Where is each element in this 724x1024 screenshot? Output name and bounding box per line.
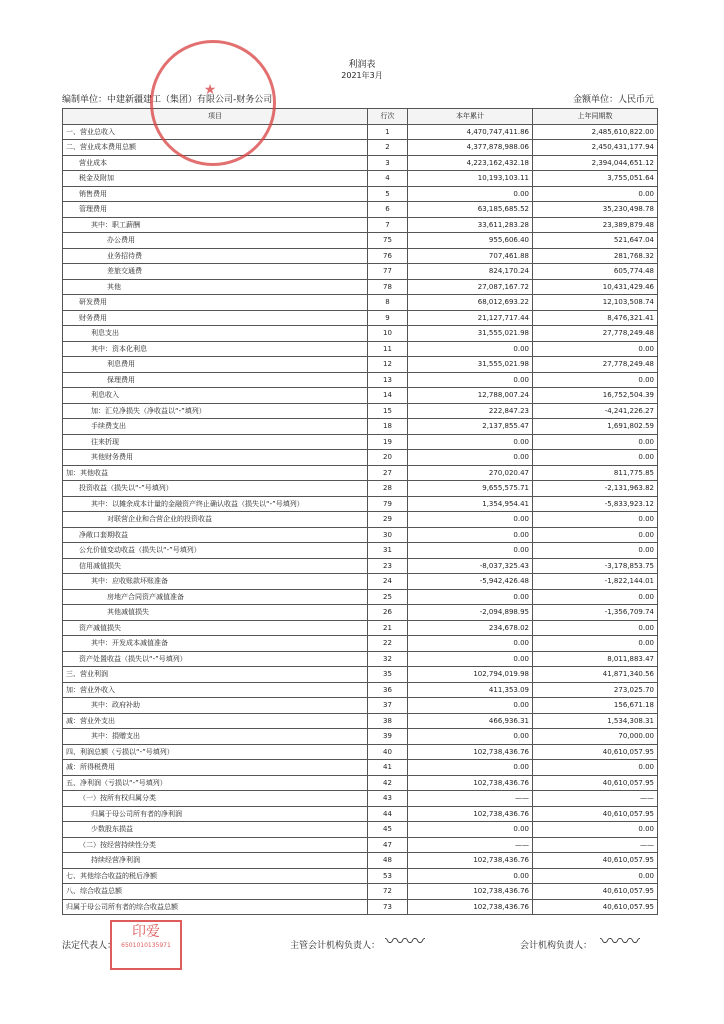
row-current-cell: 824,170.24 [408, 264, 533, 280]
row-prior-cell: 521,647.04 [533, 233, 658, 249]
row-item-cell: 往来折现 [63, 434, 368, 450]
row-line-cell: 7 [368, 217, 408, 233]
row-current-cell: 102,794,019.98 [408, 667, 533, 683]
row-item-cell: 财务费用 [63, 310, 368, 326]
row-prior-cell: 40,610,057.95 [533, 775, 658, 791]
row-line-cell: 2 [368, 140, 408, 156]
row-item-cell: 信用减值损失 [63, 558, 368, 574]
row-prior-cell: 70,000.00 [533, 729, 658, 745]
table-row [63, 713, 658, 729]
row-current-cell: —— [408, 791, 533, 807]
row-item-cell: 办公费用 [63, 233, 368, 249]
row-item-cell: 房地产合同资产减值准备 [63, 589, 368, 605]
row-line-cell: 53 [368, 868, 408, 884]
company-seal-star-icon: ★ [203, 82, 217, 98]
row-current-cell: 0.00 [408, 698, 533, 714]
row-line-cell: 41 [368, 760, 408, 776]
row-current-cell: -8,037,325.43 [408, 558, 533, 574]
table-row [63, 248, 658, 264]
row-current-cell: 102,738,436.76 [408, 775, 533, 791]
row-item-cell: 业务招待费 [63, 248, 368, 264]
row-line-cell: 18 [368, 419, 408, 435]
row-prior-cell: -2,131,963.82 [533, 481, 658, 497]
table-row [63, 620, 658, 636]
row-current-cell: 1,354,954.41 [408, 496, 533, 512]
table-row [63, 434, 658, 450]
table-row [63, 512, 658, 528]
table-row [63, 806, 658, 822]
table-row [63, 481, 658, 497]
table-row [63, 388, 658, 404]
table-row [63, 775, 658, 791]
row-line-cell: 40 [368, 744, 408, 760]
row-prior-cell: 23,389,879.48 [533, 217, 658, 233]
row-line-cell: 11 [368, 341, 408, 357]
row-line-cell: 6 [368, 202, 408, 218]
currency-label: 金额单位：人民币元 [572, 95, 654, 105]
row-line-cell: 1 [368, 124, 408, 140]
row-item-cell: 手续费支出 [63, 419, 368, 435]
table-row [63, 868, 658, 884]
row-current-cell: 102,738,436.76 [408, 806, 533, 822]
row-prior-cell: 0.00 [533, 512, 658, 528]
table-body [63, 124, 658, 915]
row-line-cell: 75 [368, 233, 408, 249]
row-current-cell: 9,655,575.71 [408, 481, 533, 497]
name-stamp [110, 920, 182, 970]
table-row [63, 217, 658, 233]
row-item-cell: 管理费用 [63, 202, 368, 218]
row-prior-cell: 16,752,504.39 [533, 388, 658, 404]
accounting-head-label: 会计机构负责人： [520, 941, 593, 951]
table-row [63, 698, 658, 714]
row-line-cell: 26 [368, 605, 408, 621]
row-item-cell: 其中：以摊余成本计量的金融资产终止确认收益（损失以“-”号填列） [63, 496, 368, 512]
row-current-cell: 0.00 [408, 341, 533, 357]
row-item-cell: 其他 [63, 279, 368, 295]
table-row [63, 357, 658, 373]
table-row [63, 574, 658, 590]
table-row [63, 527, 658, 543]
row-item-cell: 归属于母公司所有者的净利润 [63, 806, 368, 822]
row-item-cell: 一、营业总收入 [63, 124, 368, 140]
row-current-cell: 466,936.31 [408, 713, 533, 729]
row-prior-cell: 605,774.48 [533, 264, 658, 280]
row-item-cell: （二）按经营持续性分类 [63, 837, 368, 853]
row-line-cell: 29 [368, 512, 408, 528]
row-prior-cell: 41,871,340.56 [533, 667, 658, 683]
row-item-cell: 少数股东损益 [63, 822, 368, 838]
row-current-cell: 31,555,021.98 [408, 326, 533, 342]
table-row [63, 295, 658, 311]
table-row [63, 202, 658, 218]
table-row [63, 543, 658, 559]
row-item-cell: 差旅交通费 [63, 264, 368, 280]
row-item-cell: 加：营业外收入 [63, 682, 368, 698]
table-row [63, 279, 658, 295]
row-line-cell: 15 [368, 403, 408, 419]
row-prior-cell: 156,671.18 [533, 698, 658, 714]
row-prior-cell: 40,610,057.95 [533, 884, 658, 900]
row-line-cell: 48 [368, 853, 408, 869]
chief-accountant-label: 主管会计机构负责人： [290, 941, 381, 951]
row-prior-cell: 281,768.32 [533, 248, 658, 264]
row-line-cell: 44 [368, 806, 408, 822]
row-current-cell: 955,606.40 [408, 233, 533, 249]
row-item-cell: 资产减值损失 [63, 620, 368, 636]
row-line-cell: 78 [368, 279, 408, 295]
table-row [63, 667, 658, 683]
row-current-cell: 0.00 [408, 729, 533, 745]
row-current-cell: 4,223,162,432.18 [408, 155, 533, 171]
row-line-cell: 3 [368, 155, 408, 171]
entity-label: 编制单位：中建新疆建工（集团）有限公司-财务公司 [62, 95, 273, 105]
row-prior-cell: 2,394,044,651.12 [533, 155, 658, 171]
row-line-cell: 21 [368, 620, 408, 636]
row-line-cell: 9 [368, 310, 408, 326]
row-line-cell: 77 [368, 264, 408, 280]
table-row [63, 589, 658, 605]
row-current-cell: 63,185,685.52 [408, 202, 533, 218]
row-prior-cell: 0.00 [533, 543, 658, 559]
table-row [63, 884, 658, 900]
row-item-cell: 八、综合收益总额 [63, 884, 368, 900]
table-row [63, 837, 658, 853]
row-prior-cell: -1,822,144.01 [533, 574, 658, 590]
row-current-cell: 102,738,436.76 [408, 884, 533, 900]
row-prior-cell: 0.00 [533, 822, 658, 838]
table-row [63, 186, 658, 202]
table-row [63, 450, 658, 466]
row-item-cell: 其中：捐赠支出 [63, 729, 368, 745]
row-line-cell: 37 [368, 698, 408, 714]
row-item-cell: 保理费用 [63, 372, 368, 388]
row-prior-cell: 0.00 [533, 760, 658, 776]
row-current-cell: 270,020.47 [408, 465, 533, 481]
table-row [63, 853, 658, 869]
row-item-cell: 加：其他收益 [63, 465, 368, 481]
row-line-cell: 73 [368, 899, 408, 915]
column-header-prior: 上年同期数 [533, 109, 658, 125]
table-row [63, 341, 658, 357]
row-prior-cell: 1,691,802.59 [533, 419, 658, 435]
row-item-cell: 三、营业利润 [63, 667, 368, 683]
row-line-cell: 25 [368, 589, 408, 605]
row-prior-cell: 12,103,508.74 [533, 295, 658, 311]
row-line-cell: 12 [368, 357, 408, 373]
row-item-cell: 二、营业成本费用总额 [63, 140, 368, 156]
row-current-cell: 0.00 [408, 543, 533, 559]
row-item-cell: 净敞口套期收益 [63, 527, 368, 543]
row-current-cell: 21,127,717.44 [408, 310, 533, 326]
row-prior-cell: 40,610,057.95 [533, 806, 658, 822]
row-prior-cell: 40,610,057.95 [533, 744, 658, 760]
row-current-cell: 707,461.88 [408, 248, 533, 264]
table-row [63, 744, 658, 760]
table-row [63, 636, 658, 652]
table-row [63, 326, 658, 342]
table-row [63, 465, 658, 481]
row-prior-cell: 10,431,429.46 [533, 279, 658, 295]
row-prior-cell: 0.00 [533, 868, 658, 884]
table-row [63, 171, 658, 187]
row-current-cell: 0.00 [408, 868, 533, 884]
row-prior-cell: 8,476,321.41 [533, 310, 658, 326]
table-row [63, 682, 658, 698]
row-prior-cell: 0.00 [533, 450, 658, 466]
row-line-cell: 5 [368, 186, 408, 202]
row-line-cell: 23 [368, 558, 408, 574]
row-line-cell: 13 [368, 372, 408, 388]
row-current-cell: —— [408, 837, 533, 853]
row-current-cell: 0.00 [408, 651, 533, 667]
income-statement-table [62, 108, 658, 915]
row-line-cell: 72 [368, 884, 408, 900]
table-row [63, 310, 658, 326]
row-line-cell: 79 [368, 496, 408, 512]
row-prior-cell: 2,450,431,177.94 [533, 140, 658, 156]
table-row [63, 760, 658, 776]
row-current-cell: -2,094,898.95 [408, 605, 533, 621]
row-prior-cell: 0.00 [533, 589, 658, 605]
table-row [63, 729, 658, 745]
row-item-cell: 持续经营净利润 [63, 853, 368, 869]
row-current-cell: 27,087,167.72 [408, 279, 533, 295]
row-prior-cell: 1,534,308.31 [533, 713, 658, 729]
row-prior-cell: 27,778,249.48 [533, 357, 658, 373]
row-line-cell: 47 [368, 837, 408, 853]
row-prior-cell: 0.00 [533, 341, 658, 357]
row-prior-cell: -3,178,853.75 [533, 558, 658, 574]
row-current-cell: 102,738,436.76 [408, 899, 533, 915]
row-line-cell: 39 [368, 729, 408, 745]
table-row [63, 651, 658, 667]
row-current-cell: 0.00 [408, 372, 533, 388]
row-line-cell: 45 [368, 822, 408, 838]
row-prior-cell: -4,241,226.27 [533, 403, 658, 419]
row-item-cell: 加：汇兑净损失（净收益以“-”填列） [63, 403, 368, 419]
row-line-cell: 35 [368, 667, 408, 683]
table-row [63, 496, 658, 512]
table-row [63, 140, 658, 156]
row-line-cell: 22 [368, 636, 408, 652]
row-item-cell: 利息收入 [63, 388, 368, 404]
row-current-cell: 31,555,021.98 [408, 357, 533, 373]
row-prior-cell: -5,833,923.12 [533, 496, 658, 512]
table-row [63, 419, 658, 435]
column-header-current: 本年累计 [408, 109, 533, 125]
row-item-cell: 其他财务费用 [63, 450, 368, 466]
row-current-cell: 411,353.09 [408, 682, 533, 698]
row-prior-cell: 0.00 [533, 434, 658, 450]
row-current-cell: 2,137,855.47 [408, 419, 533, 435]
row-current-cell: 4,470,747,411.86 [408, 124, 533, 140]
row-line-cell: 30 [368, 527, 408, 543]
row-item-cell: 减：所得税费用 [63, 760, 368, 776]
row-current-cell: 102,738,436.76 [408, 744, 533, 760]
row-current-cell: 0.00 [408, 822, 533, 838]
row-item-cell: 资产处置收益（损失以“-”号填列） [63, 651, 368, 667]
row-current-cell: 10,193,103.11 [408, 171, 533, 187]
table-row [63, 822, 658, 838]
row-item-cell: 归属于母公司所有者的综合收益总额 [63, 899, 368, 915]
row-prior-cell: 35,230,498.78 [533, 202, 658, 218]
row-line-cell: 24 [368, 574, 408, 590]
row-current-cell: 102,738,436.76 [408, 853, 533, 869]
row-prior-cell: 40,610,057.95 [533, 899, 658, 915]
table-row [63, 372, 658, 388]
row-line-cell: 36 [368, 682, 408, 698]
row-line-cell: 20 [368, 450, 408, 466]
row-item-cell: 其中：职工薪酬 [63, 217, 368, 233]
row-prior-cell: -1,356,709.74 [533, 605, 658, 621]
row-prior-cell: 0.00 [533, 620, 658, 636]
table-row [63, 264, 658, 280]
name-stamp-code: 6501010135971 [121, 942, 171, 949]
row-line-cell: 4 [368, 171, 408, 187]
row-item-cell: 对联营企业和合营企业的投资收益 [63, 512, 368, 528]
row-prior-cell: 0.00 [533, 636, 658, 652]
row-current-cell: 0.00 [408, 636, 533, 652]
accounting-head-signature: 〰〰 [600, 929, 640, 953]
row-prior-cell: 3,755,051.64 [533, 171, 658, 187]
column-header-item: 项目 [63, 109, 368, 125]
row-current-cell: 0.00 [408, 450, 533, 466]
row-prior-cell: 811,775.85 [533, 465, 658, 481]
statement-title: 利润表 [348, 60, 376, 70]
row-prior-cell: 40,610,057.95 [533, 853, 658, 869]
row-line-cell: 28 [368, 481, 408, 497]
row-item-cell: 公允价值变动收益（损失以“-”号填列） [63, 543, 368, 559]
row-current-cell: 12,788,007.24 [408, 388, 533, 404]
table-row [63, 124, 658, 140]
row-prior-cell: 0.00 [533, 527, 658, 543]
row-item-cell: （一）按所有权归属分类 [63, 791, 368, 807]
row-prior-cell: 8,011,883.47 [533, 651, 658, 667]
row-line-cell: 10 [368, 326, 408, 342]
row-item-cell: 其中：应收账款坏账准备 [63, 574, 368, 590]
row-item-cell: 四、利润总额（亏损以“-”号填列） [63, 744, 368, 760]
row-item-cell: 五、净利润（亏损以“-”号填列） [63, 775, 368, 791]
row-prior-cell: 0.00 [533, 372, 658, 388]
row-current-cell: 0.00 [408, 512, 533, 528]
row-current-cell: 222,847.23 [408, 403, 533, 419]
row-prior-cell: —— [533, 791, 658, 807]
row-prior-cell: 2,485,610,822.00 [533, 124, 658, 140]
row-line-cell: 42 [368, 775, 408, 791]
column-header-line: 行次 [368, 109, 408, 125]
row-item-cell: 利息支出 [63, 326, 368, 342]
table-row [63, 558, 658, 574]
chief-accountant-signature: 〰〰 [385, 929, 425, 953]
row-line-cell: 32 [368, 651, 408, 667]
row-item-cell: 利息费用 [63, 357, 368, 373]
table-row [63, 155, 658, 171]
row-current-cell: 234,678.02 [408, 620, 533, 636]
row-item-cell: 营业成本 [63, 155, 368, 171]
table-row [63, 791, 658, 807]
table-row [63, 605, 658, 621]
table-row [63, 233, 658, 249]
row-line-cell: 19 [368, 434, 408, 450]
row-prior-cell: 27,778,249.48 [533, 326, 658, 342]
row-current-cell: 4,377,878,988.06 [408, 140, 533, 156]
row-current-cell: 0.00 [408, 434, 533, 450]
row-prior-cell: —— [533, 837, 658, 853]
row-item-cell: 其中：政府补助 [63, 698, 368, 714]
row-current-cell: 0.00 [408, 589, 533, 605]
row-line-cell: 31 [368, 543, 408, 559]
row-current-cell: -5,942,426.48 [408, 574, 533, 590]
row-current-cell: 33,611,283.28 [408, 217, 533, 233]
legal-rep-label: 法定代表人： [62, 941, 117, 951]
row-item-cell: 税金及附加 [63, 171, 368, 187]
row-line-cell: 38 [368, 713, 408, 729]
row-current-cell: 0.00 [408, 527, 533, 543]
table-row [63, 403, 658, 419]
row-prior-cell: 0.00 [533, 186, 658, 202]
row-item-cell: 减：营业外支出 [63, 713, 368, 729]
row-item-cell: 七、其他综合收益的税后净额 [63, 868, 368, 884]
row-line-cell: 43 [368, 791, 408, 807]
row-line-cell: 14 [368, 388, 408, 404]
statement-period: 2021年3月 [341, 71, 383, 80]
row-current-cell: 68,012,693.22 [408, 295, 533, 311]
row-line-cell: 27 [368, 465, 408, 481]
row-item-cell: 销售费用 [63, 186, 368, 202]
row-item-cell: 其中：资本化利息 [63, 341, 368, 357]
row-item-cell: 其他减值损失 [63, 605, 368, 621]
table-row [63, 899, 658, 915]
row-line-cell: 76 [368, 248, 408, 264]
row-prior-cell: 273,025.70 [533, 682, 658, 698]
row-current-cell: 0.00 [408, 186, 533, 202]
row-current-cell: 0.00 [408, 760, 533, 776]
row-item-cell: 研发费用 [63, 295, 368, 311]
row-line-cell: 8 [368, 295, 408, 311]
row-item-cell: 投资收益（损失以“-”号填列） [63, 481, 368, 497]
name-stamp-text: 印爱 [132, 924, 160, 940]
row-item-cell: 其中：开发成本减值准备 [63, 636, 368, 652]
